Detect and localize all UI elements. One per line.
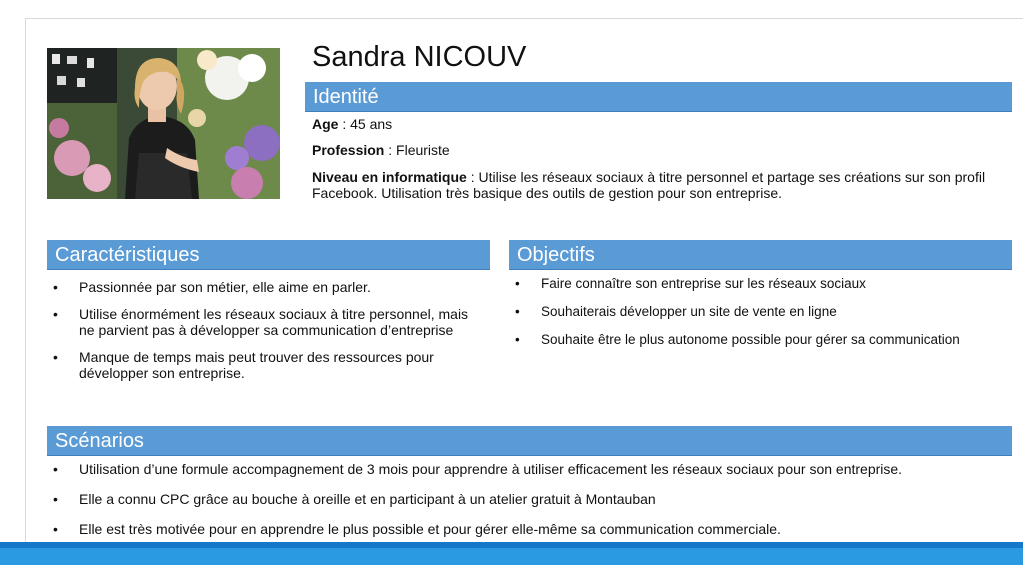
niveau-value: : Utilise les réseaux sociaux à titre personnel et partage ses créations sur son profil Facebook. Utilisation très basique des outils de gestion pour son entreprise. [312, 169, 986, 201]
age-label: Age [312, 116, 339, 132]
list-item: • Utilise énormément les réseaux sociaux à titre personnel, mais ne parvient pas à développer sa communication d’entreprise [47, 306, 487, 338]
list-item: • Utilisation d’une formule accompagnement de 3 mois pour apprendre à utiliser efficacement les réseaux sociaux pour son entreprise. [47, 461, 1012, 477]
scenarios-list [47, 461, 1012, 537]
list-item: • Faire connaître son entreprise sur les réseaux sociaux [509, 276, 1009, 292]
objectifs-list [509, 276, 1009, 348]
bottom-bar [0, 542, 1023, 565]
list-item: • Elle est très motivée pour en apprendre le plus possible et pour gérer elle-même sa communication commerciale. [47, 521, 1012, 537]
niveau-field [312, 169, 992, 201]
age-field [312, 116, 392, 132]
list-item: • Souhaiterais développer un site de vente en ligne [509, 304, 1009, 320]
profession-value: : Fleuriste [384, 142, 450, 158]
list-item: • Souhaite être le plus autonome possible pour gérer sa communication [509, 332, 1009, 348]
list-item: • Passionnée par son métier, elle aime en parler. [47, 279, 487, 295]
niveau-label: Niveau en informatique [312, 169, 467, 185]
persona-name: Sandra NICOUV [312, 41, 527, 73]
caracteristiques-header: Caractéristiques [47, 240, 490, 270]
florist-image [47, 48, 280, 199]
persona-photo [47, 48, 280, 199]
list-item: • Elle a connu CPC grâce au bouche à oreille et en participant à un atelier gratuit à Montauban [47, 491, 1012, 507]
list-item: • Manque de temps mais peut trouver des ressources pour développer son entreprise. [47, 349, 487, 381]
age-value: : 45 ans [338, 116, 393, 132]
identite-header: Identité [305, 82, 1012, 112]
profession-field [312, 142, 450, 158]
profession-label: Profession [312, 142, 385, 158]
objectifs-header: Objectifs [509, 240, 1012, 270]
caracteristiques-list [47, 279, 487, 381]
scenarios-header: Scénarios [47, 426, 1012, 456]
